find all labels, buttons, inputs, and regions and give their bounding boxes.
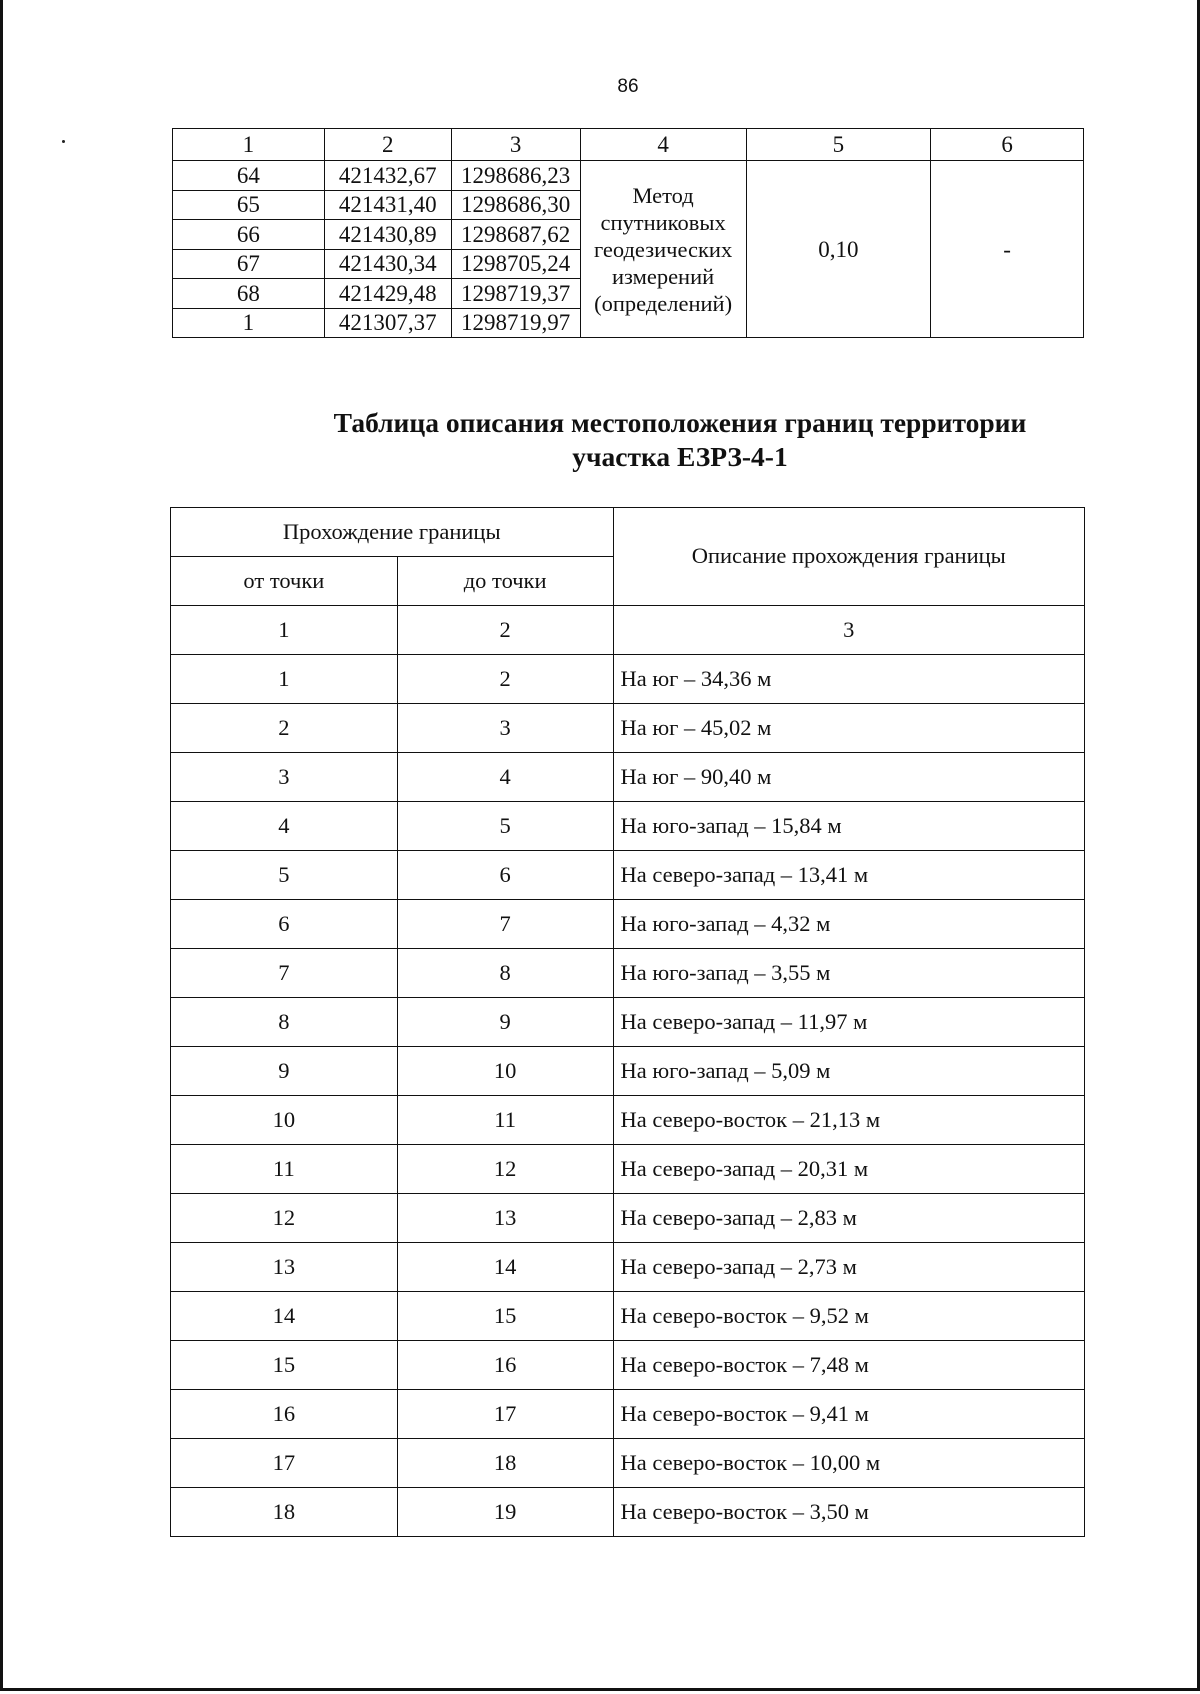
point-number-cell: 65 xyxy=(173,190,325,220)
description-cell: На юг – 45,02 м xyxy=(613,704,1084,753)
point-number-cell: 68 xyxy=(173,279,325,309)
point-number-cell: 67 xyxy=(173,249,325,279)
column-number: 1 xyxy=(173,129,325,161)
accuracy-cell: 0,10 xyxy=(746,161,931,338)
boundary-row xyxy=(171,1488,1085,1537)
boundary-row xyxy=(171,1047,1085,1096)
boundary-row xyxy=(171,1390,1085,1439)
to-point-cell: 10 xyxy=(397,1047,613,1096)
to-point-cell: 12 xyxy=(397,1145,613,1194)
column-number: 3 xyxy=(451,129,580,161)
point-number-cell: 64 xyxy=(173,161,325,191)
method-line: (определений) xyxy=(594,290,733,316)
column-number: 5 xyxy=(746,129,931,161)
description-cell: На юго-запад – 3,55 м xyxy=(613,949,1084,998)
from-point-cell: 9 xyxy=(171,1047,398,1096)
to-point-cell: 7 xyxy=(397,900,613,949)
description-cell: На юго-запад – 5,09 м xyxy=(613,1047,1084,1096)
method-line: измерений xyxy=(611,263,715,289)
from-point-cell: 16 xyxy=(171,1390,398,1439)
description-cell: На северо-восток – 3,50 м xyxy=(613,1488,1084,1537)
description-cell: На северо-запад – 2,73 м xyxy=(613,1243,1084,1292)
method-line: Метод xyxy=(632,182,694,208)
to-point-cell: 2 xyxy=(397,655,613,704)
coordinates-header-row xyxy=(173,129,1084,161)
column-6-cell: - xyxy=(931,161,1084,338)
description-cell: На юго-запад – 15,84 м xyxy=(613,802,1084,851)
to-point-cell: 16 xyxy=(397,1341,613,1390)
to-point-cell: 4 xyxy=(397,753,613,802)
to-point-cell: 15 xyxy=(397,1292,613,1341)
description-cell: На юг – 34,36 м xyxy=(613,655,1084,704)
table-title-line-2: участка ЕЗРЗ-4-1 xyxy=(572,441,788,472)
boundary-row xyxy=(171,1145,1085,1194)
method-cell xyxy=(580,161,746,338)
from-point-cell: 5 xyxy=(171,851,398,900)
description-cell: На северо-восток – 9,52 м xyxy=(613,1292,1084,1341)
from-point-cell: 13 xyxy=(171,1243,398,1292)
y-coordinate-cell: 1298687,62 xyxy=(451,220,580,250)
table-title-line-1: Таблица описания местоположения границ территории xyxy=(333,407,1027,438)
description-cell: На юг – 90,40 м xyxy=(613,753,1084,802)
to-point-cell: 17 xyxy=(397,1390,613,1439)
table-title xyxy=(180,406,1180,474)
to-point-cell: 8 xyxy=(397,949,613,998)
description-cell: На северо-восток – 10,00 м xyxy=(613,1439,1084,1488)
boundary-row xyxy=(171,900,1085,949)
coordinate-row xyxy=(173,161,1084,191)
to-point-cell: 14 xyxy=(397,1243,613,1292)
boundary-row xyxy=(171,1341,1085,1390)
x-coordinate-cell: 421430,89 xyxy=(324,220,451,250)
x-coordinate-cell: 421432,67 xyxy=(324,161,451,191)
from-point-cell: 18 xyxy=(171,1488,398,1537)
from-point-cell: 10 xyxy=(171,1096,398,1145)
from-point-cell: 12 xyxy=(171,1194,398,1243)
y-coordinate-cell: 1298719,37 xyxy=(451,279,580,309)
column-number: 3 xyxy=(613,606,1084,655)
from-point-cell: 4 xyxy=(171,802,398,851)
boundary-row xyxy=(171,1194,1085,1243)
point-number-cell: 66 xyxy=(173,220,325,250)
to-point-cell: 18 xyxy=(397,1439,613,1488)
from-point-cell: 2 xyxy=(171,704,398,753)
coordinates-table xyxy=(172,128,1084,338)
point-number-cell: 1 xyxy=(173,308,325,338)
boundary-row xyxy=(171,655,1085,704)
description-cell: На северо-запад – 2,83 м xyxy=(613,1194,1084,1243)
x-coordinate-cell: 421430,34 xyxy=(324,249,451,279)
method-line: спутниковых xyxy=(600,209,726,235)
y-coordinate-cell: 1298719,97 xyxy=(451,308,580,338)
to-point-cell: 3 xyxy=(397,704,613,753)
boundary-row xyxy=(171,851,1085,900)
boundary-row xyxy=(171,1243,1085,1292)
description-cell: На северо-запад – 20,31 м xyxy=(613,1145,1084,1194)
description-cell: На северо-восток – 21,13 м xyxy=(613,1096,1084,1145)
column-number: 1 xyxy=(171,606,398,655)
x-coordinate-cell: 421429,48 xyxy=(324,279,451,309)
from-point-cell: 15 xyxy=(171,1341,398,1390)
from-point-cell: 8 xyxy=(171,998,398,1047)
description-cell: На юго-запад – 4,32 м xyxy=(613,900,1084,949)
to-point-cell: 13 xyxy=(397,1194,613,1243)
column-numbering-row xyxy=(171,606,1085,655)
x-coordinate-cell: 421307,37 xyxy=(324,308,451,338)
column-number: 2 xyxy=(397,606,613,655)
description-cell: На северо-восток – 9,41 м xyxy=(613,1390,1084,1439)
boundary-row xyxy=(171,704,1085,753)
column-number: 4 xyxy=(580,129,746,161)
description-header: Описание прохождения границы xyxy=(613,508,1084,606)
page-number: 86 xyxy=(617,76,639,97)
method-line: геодезических xyxy=(593,236,733,262)
from-point-header: от точки xyxy=(171,557,398,606)
from-point-cell: 1 xyxy=(171,655,398,704)
boundary-row xyxy=(171,802,1085,851)
y-coordinate-cell: 1298705,24 xyxy=(451,249,580,279)
scan-speck xyxy=(62,140,65,143)
boundary-header-row xyxy=(171,508,1085,557)
to-point-cell: 9 xyxy=(397,998,613,1047)
boundary-passage-header: Прохождение границы xyxy=(171,508,614,557)
to-point-cell: 6 xyxy=(397,851,613,900)
to-point-cell: 5 xyxy=(397,802,613,851)
description-cell: На северо-запад – 13,41 м xyxy=(613,851,1084,900)
from-point-cell: 17 xyxy=(171,1439,398,1488)
to-point-cell: 11 xyxy=(397,1096,613,1145)
to-point-cell: 19 xyxy=(397,1488,613,1537)
description-cell: На северо-восток – 7,48 м xyxy=(613,1341,1084,1390)
boundary-row xyxy=(171,1439,1085,1488)
boundary-row xyxy=(171,949,1085,998)
x-coordinate-cell: 421431,40 xyxy=(324,190,451,220)
boundary-row xyxy=(171,1096,1085,1145)
from-point-cell: 3 xyxy=(171,753,398,802)
from-point-cell: 7 xyxy=(171,949,398,998)
boundary-description-table xyxy=(170,507,1085,1537)
y-coordinate-cell: 1298686,30 xyxy=(451,190,580,220)
column-number: 2 xyxy=(324,129,451,161)
description-cell: На северо-запад – 11,97 м xyxy=(613,998,1084,1047)
from-point-cell: 14 xyxy=(171,1292,398,1341)
boundary-row xyxy=(171,998,1085,1047)
boundary-row xyxy=(171,1292,1085,1341)
from-point-cell: 6 xyxy=(171,900,398,949)
from-point-cell: 11 xyxy=(171,1145,398,1194)
column-number: 6 xyxy=(931,129,1084,161)
boundary-row xyxy=(171,753,1085,802)
y-coordinate-cell: 1298686,23 xyxy=(451,161,580,191)
to-point-header: до точки xyxy=(397,557,613,606)
